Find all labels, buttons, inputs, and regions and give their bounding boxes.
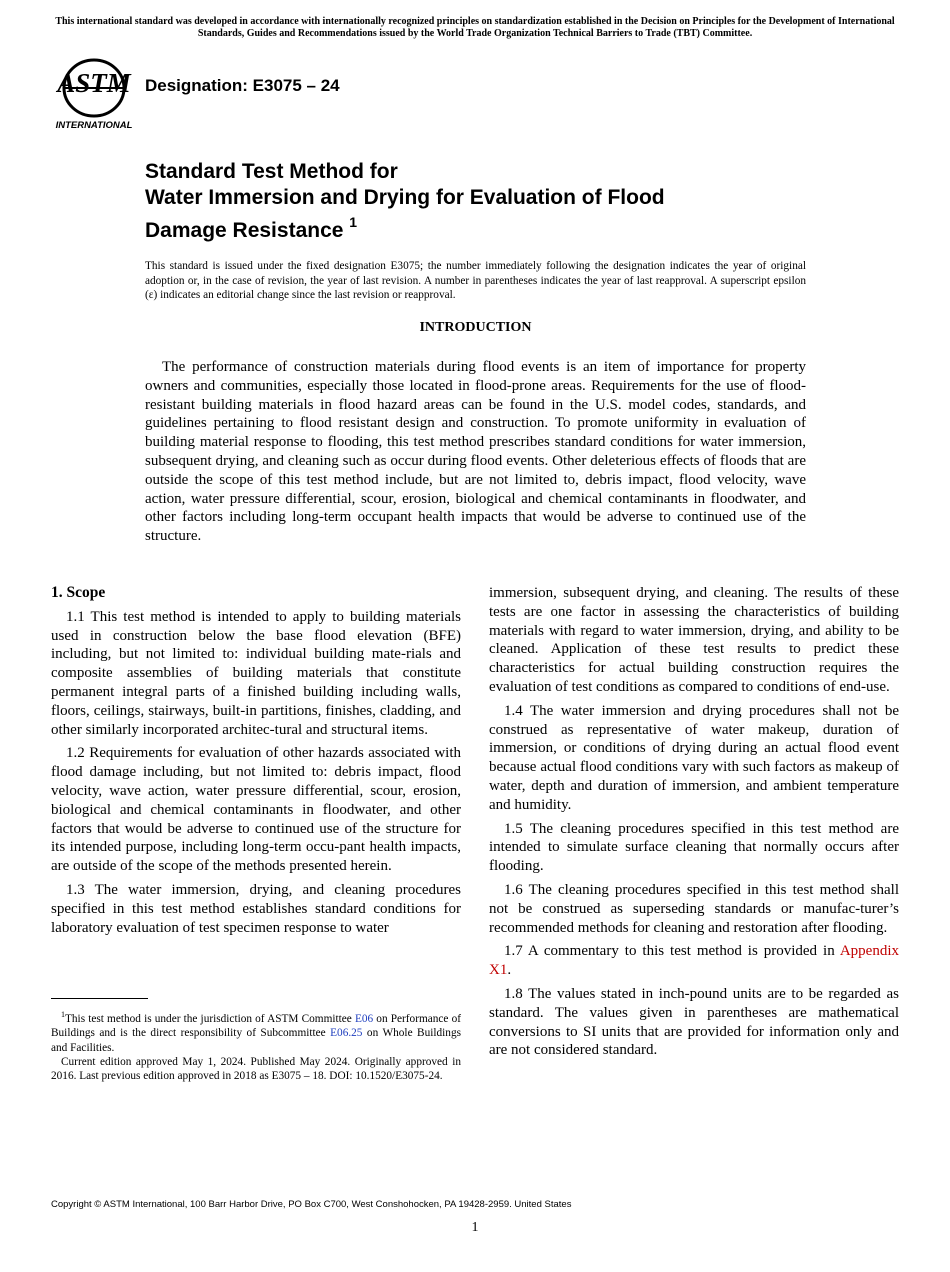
scope-heading: 1. Scope	[51, 584, 106, 601]
title-line-3: Damage Resistance $^1$	[145, 214, 358, 242]
paragraph-1-1: 1.1 This test method is intended to apply to building materials used in construction below the base flood elevation (BFE) including, but not limited to: individual building mate-rials and composite assemblies of building materials that constitute permanent integral parts of a finished building including walls, floors, ceilings, stairways, built-in partitions, finishes, cladding, and other similarly incorporated architec-tural and structural items.	[51, 608, 461, 738]
subcommittee-link[interactable]: E06.25	[330, 1027, 363, 1040]
paragraph-1-6: 1.6 The cleaning procedures specified in this test method shall not be construed as superseding standards or manufac-turer’s recommended methods for cleaning and restoration after flooding.	[489, 881, 899, 936]
paragraph-1-5: 1.5 The cleaning procedures specified in this test method are intended to simulate surface cleaning that normally occurs after flooding.	[489, 820, 899, 875]
page-number: 1	[471, 1220, 479, 1235]
column-left	[51, 584, 461, 942]
title-line-2: Water Immersion and Drying for Evaluation of Flood	[145, 186, 665, 209]
astm-logo-icon	[52, 56, 136, 132]
svg-text:ASTM: ASTM	[57, 68, 131, 98]
paragraph-1-3-continued: immersion, subsequent drying, and cleaning. The results of these tests are one factor in assessing the characteristics of building materials with regard to water immersion, drying, and ability to be cleaned. Application of these test results to predict these characteristics for actual building construction requires the evaluation of test conditions as compared to conditions of end-use.	[489, 585, 899, 695]
footnote-edition: Current edition approved May 1, 2024. Published May 2024. Originally approved in 2016. Last previous edition approved in 2018 as E3075 – 18. DOI: 10.1520/E3075-24.	[51, 1055, 461, 1083]
appendix-x1-link[interactable]: Appendix X1	[489, 943, 899, 979]
paragraph-1-7: 1.7 A commentary to this test method is provided in Appendix X1.	[489, 943, 899, 979]
column-right	[489, 584, 899, 1065]
paragraph-1-4: 1.4 The water immersion and drying procedures shall not be construed as representative of water makeup, duration of immersion, or conditions of drying during an actual flood event because actual flood conditions vary with such factors as makeup of water, depth and duration of immersion, and ambient temperature and humidity.	[489, 702, 899, 813]
title-footnote-mark: 1	[349, 214, 358, 230]
footnote-divider	[51, 998, 148, 999]
copyright-notice: Copyright © ASTM International, 100 Barr Harbor Drive, PO Box C700, West Conshohocken, PA 19428-2959. United States	[51, 1199, 572, 1210]
introduction-text: The performance of construction materials during flood events is an item of importance for property owners and communities, especially those located in flood-prone areas. Requirements for the use of flood-resistant building materials in flood hazard areas can be found in the U.S. model codes, standards, and guidelines pertaining to flood resistant design and construction. To promote uniformity in evaluation of building material response to flooding, this test method prescribes standard conditions for water immersion, subsequent drying, and cleaning such as occur during flood events. Other deleterious effects of floods that are outside the scope of this test method include, but are not limited to, debris impact, flood velocity, wave action, water pressure differential, scour, erosion, biological and chemical contaminants in floodwater, and other factors including long-term occupant health impacts that would be adverse to continued use of the structure.	[145, 359, 806, 545]
paragraph-1-3-start: 1.3 The water immersion, drying, and cleaning procedures specified in this test method establishes standard conditions for laboratory evaluation of test specimen response to water	[51, 881, 461, 936]
astm-logo	[52, 56, 136, 132]
designation: Designation: E3075 – 24	[145, 76, 340, 95]
footnote	[51, 1008, 461, 1084]
international-standard-notice: This international standard was developed in accordance with internationally recognized principles on standardization established in the Decision on Principles for the Development of International Standards, Guides and Recommendations issued by the World Trade Organization Technical Barriers to Trade (TBT) Committee.	[55, 16, 895, 39]
paragraph-1-2: 1.2 Requirements for evaluation of other hazards associated with flood damage including, but not limited to: debris impact, flood velocity, wave action, water pressure differential, scour, erosion, biological and chemical contaminants in floodwater, and other factors that would be adverse to continued use of the structure for its intended purpose, including long-term occu-pant health impacts, are outside of the scope of the methods presented herein.	[51, 745, 461, 875]
footnote-jurisdiction: $^1$This test method is under the jurisdiction of ASTM Committee E06 on Performance of Buildings and is the direct responsibility of Subcommittee E06.25 on Whole Buildings and Facilities.	[51, 1010, 461, 1054]
paragraph-1-8: 1.8 The values stated in inch-pound units are to be regarded as standard. The values given in parentheses are mathematical conversions to SI units that are provided for information only and are not considered standard.	[489, 985, 899, 1059]
svg-text:INTERNATIONAL: INTERNATIONAL	[55, 120, 133, 131]
issuance-note: This standard is issued under the fixed designation E3075; the number immediately following the designation indicates the year of original adoption or, in the case of revision, the year of last revision. A number in parentheses indicates the year of last reapproval. A superscript epsilon (ε) indicates an editorial change since the last revision or reapproval.	[145, 260, 806, 302]
title-line-1: Standard Test Method for	[145, 160, 398, 183]
introduction-heading: INTRODUCTION	[419, 320, 532, 335]
committee-link[interactable]: E06	[354, 1012, 374, 1025]
document-title	[145, 159, 805, 244]
